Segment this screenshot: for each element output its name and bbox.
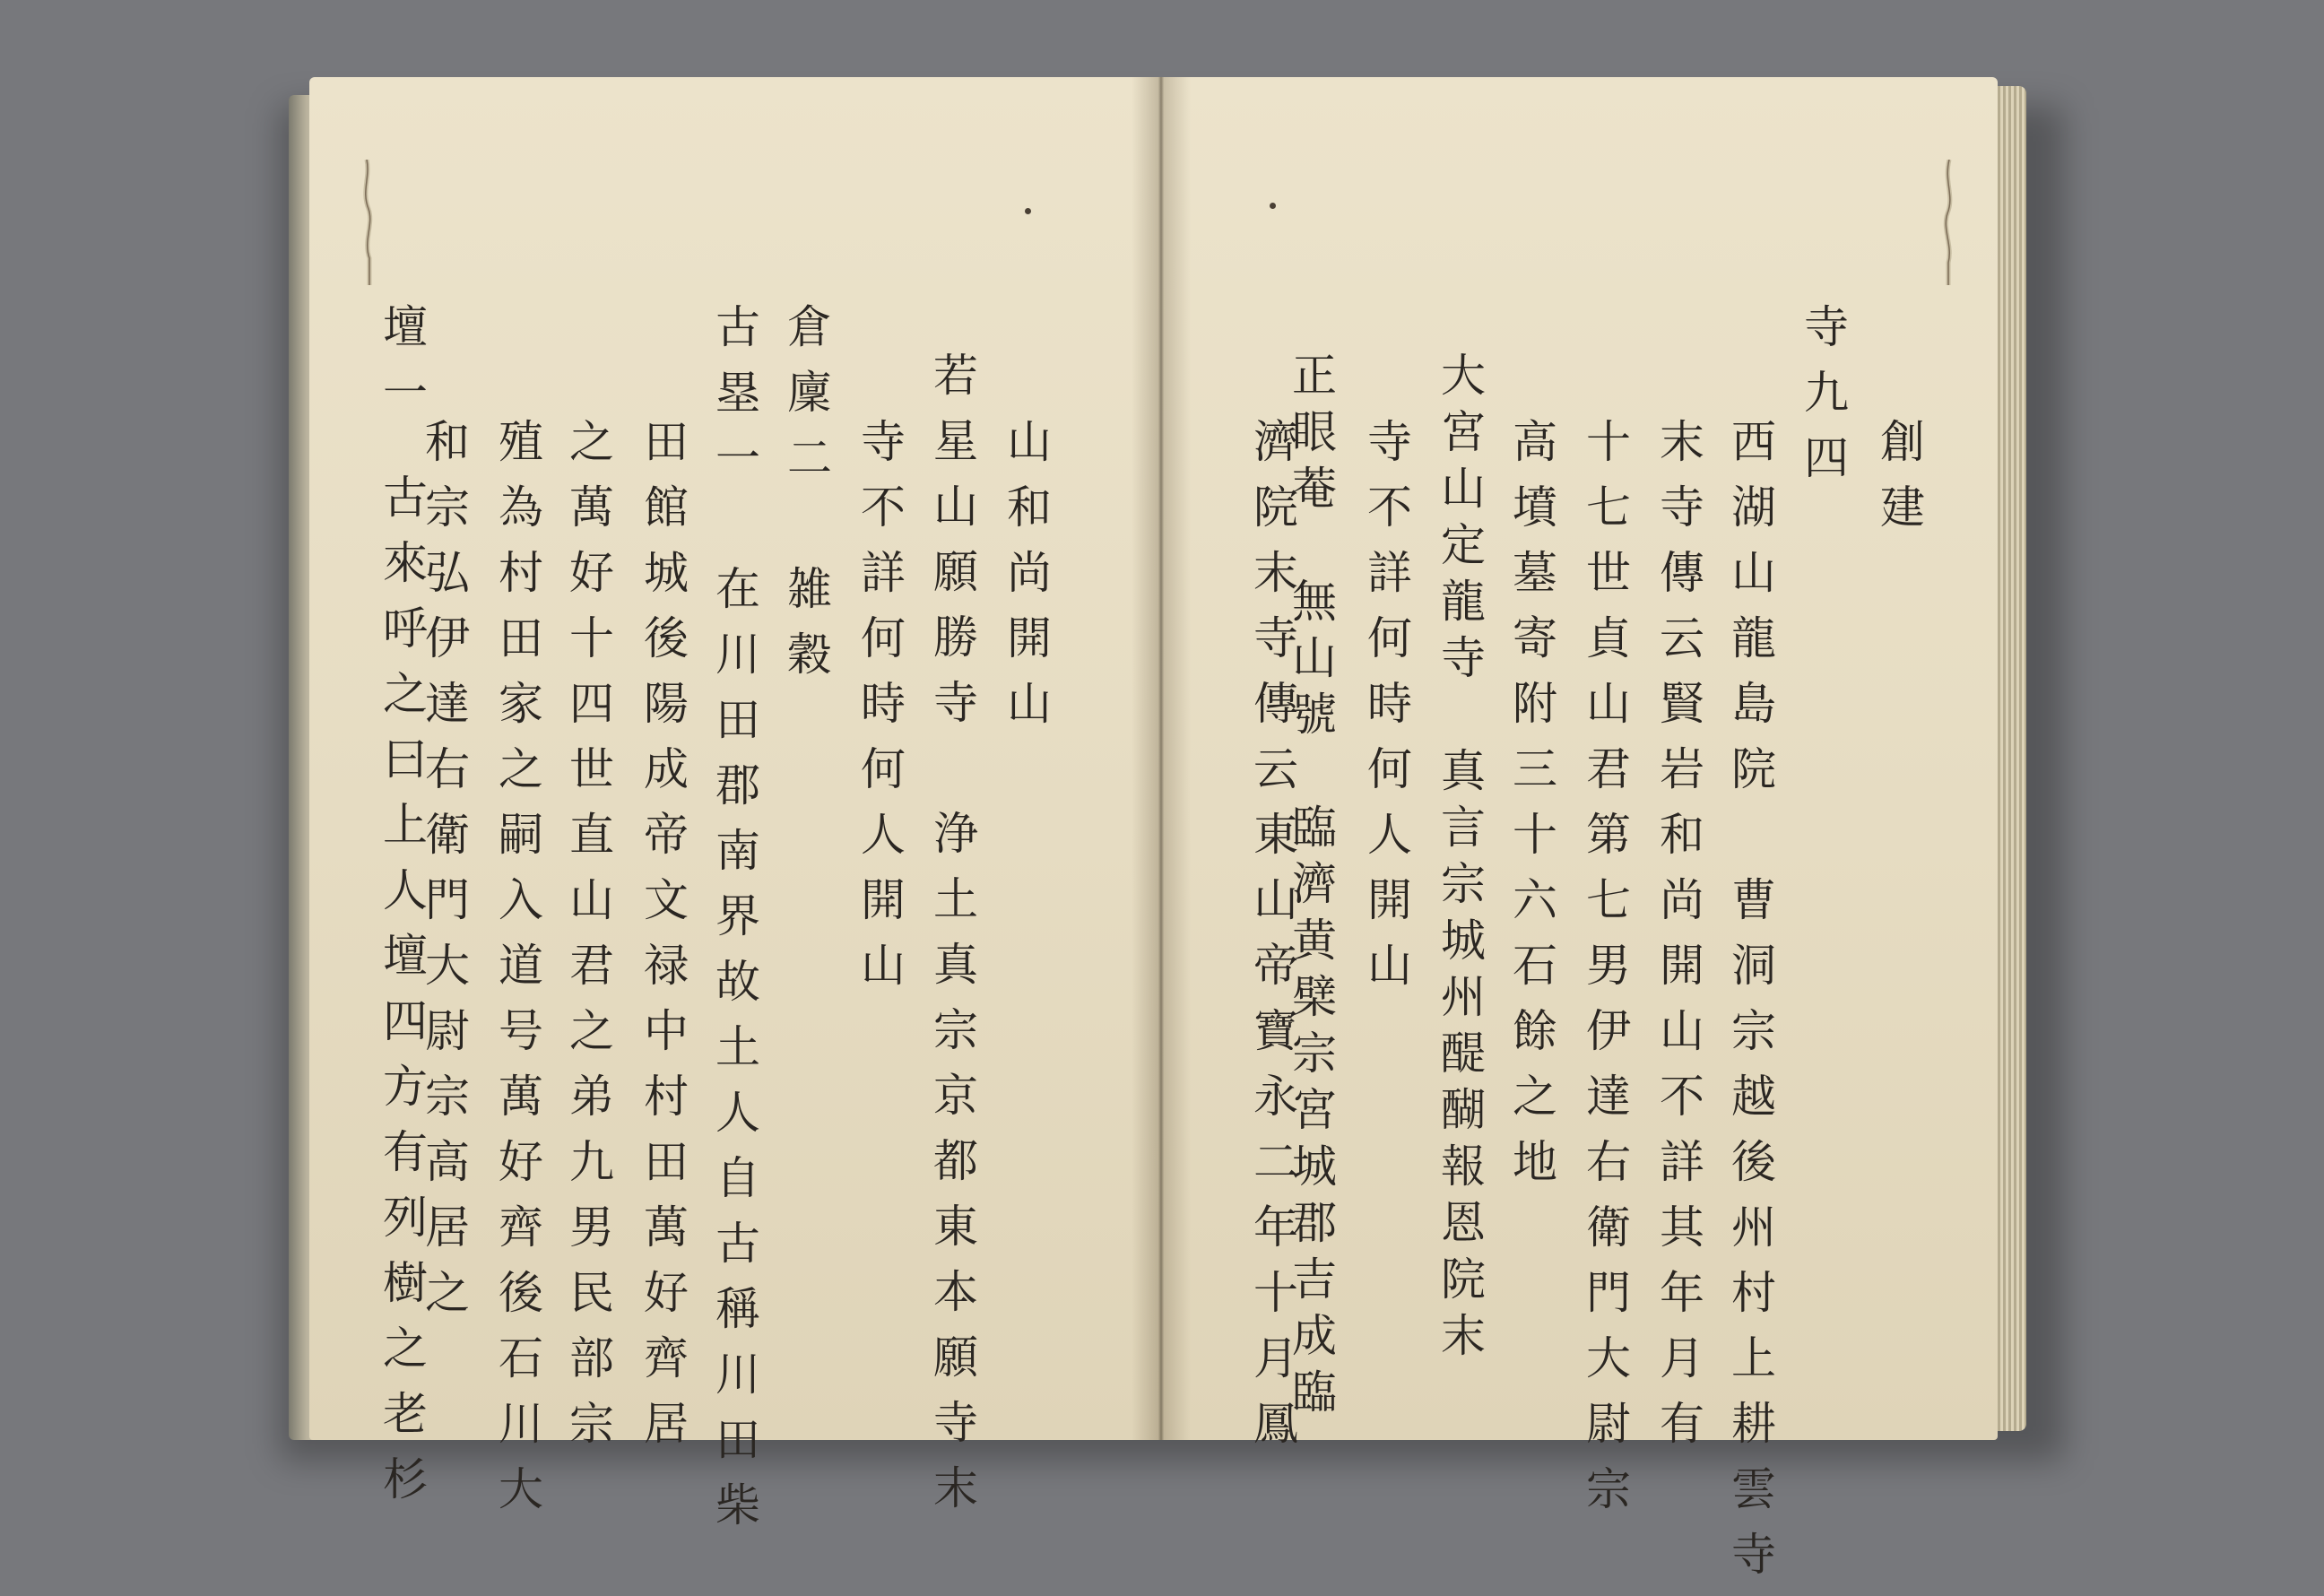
text-column: 寺不詳何時何人開山 [1360,418,1412,1007]
text-column: 末寺傳云賢岩和尚開山不詳其年月有 [1652,418,1704,1465]
section-heading: 創建 [1873,418,1925,549]
text-column: 殖為村田家之嗣入道号萬好齊後石川大 [491,418,543,1531]
text-column: 山和尚開山 [1000,418,1052,745]
text-column: 西湖山龍島院 曹洞宗越後州村上耕雲寺 [1724,418,1776,1596]
text-column: 壇一 [376,303,428,434]
text-column: 之萬好十四世直山君之弟九男民部宗 [562,418,614,1465]
text-column: 十七世貞山君第七男伊達右衛門大尉宗 [1579,418,1631,1531]
text-column: 大宮山定龍寺 真言宗城州醍醐報恩院末 [1434,351,1486,1368]
ink-dot [1025,208,1031,214]
text-column: 正眼菴 無山號 臨濟黄檗宗宮城郡吉成臨 [1285,351,1337,1425]
text-column: 田館城後陽成帝文禄中村田萬好齊居 [637,418,689,1465]
text-column: 古塁一 在川田郡南界故土人自古稱川田柴 [708,303,760,1547]
binding-thread-right [1931,160,1967,294]
text-column: 和宗弘伊達右衛門大尉宗高居之 [418,418,470,1334]
book-gutter [1132,77,1191,1440]
text-column: 寺不詳何時何人開山 [854,418,906,1007]
ink-dot [1270,203,1276,209]
text-column: 濟院末寺傳云東山帝寶永二年十月鳳 [1246,418,1298,1465]
text-column: 寺九四 [1797,303,1849,499]
text-column: 倉廩二 雑穀 [780,303,832,696]
text-column: 若星山願勝寺 浄土真宗京都東本願寺末 [926,351,978,1530]
text-column: 高墳墓寄附三十六石餘之地 [1505,418,1557,1203]
text-column: 古來呼之曰上人壇四方有列樹之老杉 [376,473,428,1521]
binding-thread-left [356,160,383,294]
